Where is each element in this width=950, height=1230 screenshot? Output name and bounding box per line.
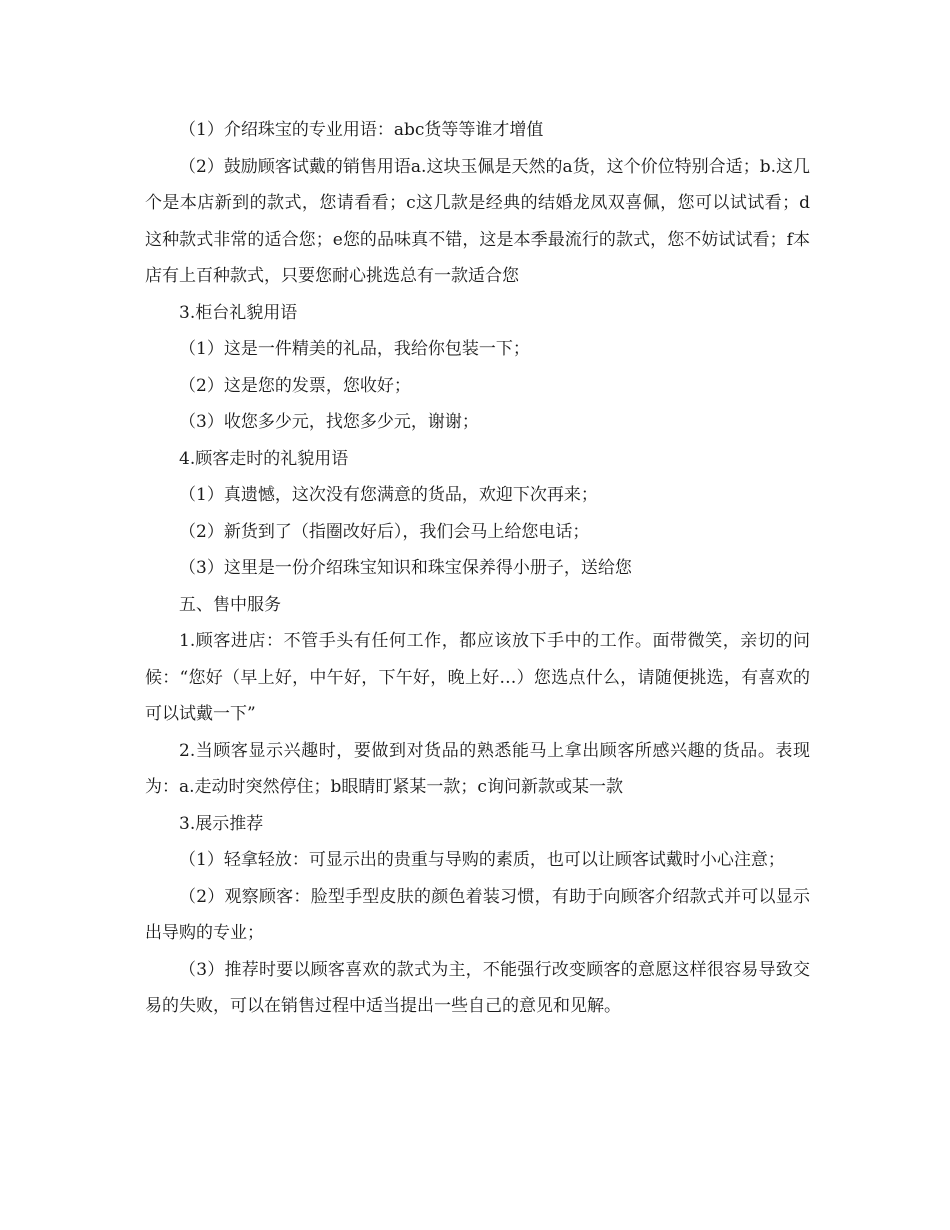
heading-counter-etiquette: 3.柜台礼貌用语 xyxy=(179,302,298,323)
paragraph-new-goods: （2）新货到了（指圈改好后），我们会马上给您电话； xyxy=(179,521,590,542)
paragraph-recommend-preference: （3）推荐时要以顾客喜欢的款式为主，不能强行改变顾客的意愿这样很容易导致交易的失败，可以在销售过程中适当提出一些自己的意见和见解。 xyxy=(145,959,810,1016)
paragraph-gift-wrap: （1）这是一件精美的礼品，我给你包装一下； xyxy=(179,339,530,359)
paragraph-handle-gently: （1）轻拿轻放：可显示出的贵重与导购的素质，也可以让顾客试戴时小心注意； xyxy=(179,850,785,870)
paragraph-customer-interest: 2.当顾客显示兴趣时，要做到对货品的熟悉能马上拿出顾客所感兴趣的货品。表现为：a.走动时突然停住；b眼睛盯紧某一款；c询问新款或某一款 xyxy=(145,740,810,797)
paragraph-try-on-phrases: （2）鼓励顾客试戴的销售用语a.这块玉佩是天然的a货，这个价位特别合适；b.这几个是本店新到的款式，您请看看；c这几款是经典的结婚龙凤双喜佩，您可以试试看；d这种款式非常的适合您；e您的品味真不错，这是本季最流行的款式，您不妨试试看；f本店有上百种款式，只要您耐心挑选总有一款适合您 xyxy=(145,156,810,286)
heading-display-recommend: 3.展示推荐 xyxy=(179,813,264,834)
paragraph-observe-customer: （2）观察顾客：脸型手型皮肤的颜色着装习惯，有助于向顾客介绍款式并可以显示出导购的专业； xyxy=(145,886,810,943)
heading-in-sale-service: 五、售中服务 xyxy=(179,594,281,615)
heading-farewell-etiquette: 4.顾客走时的礼貌用语 xyxy=(179,448,349,469)
document-page xyxy=(145,112,810,1025)
paragraph-booklet: （3）这里是一份介绍珠宝知识和珠宝保养得小册子，送给您 xyxy=(179,558,632,578)
paragraph-regret: （1）真遗憾，这次没有您满意的货品，欢迎下次再来； xyxy=(179,485,598,505)
paragraph-invoice: （2）这是您的发票，您收好； xyxy=(179,375,411,396)
paragraph-change: （3）收您多少元，找您多少元，谢谢； xyxy=(179,412,479,432)
paragraph-intro-terms: （1）介绍珠宝的专业用语：abc货等等谁才增值 xyxy=(179,120,544,140)
paragraph-customer-enters: 1.顾客进店：不管手头有任何工作，都应该放下手中的工作。面带微笑，亲切的问候：“您好（早上好，中午好，下午好，晚上好…）您选点什么，请随便挑选，有喜欢的可以试戴一下” xyxy=(145,631,810,724)
